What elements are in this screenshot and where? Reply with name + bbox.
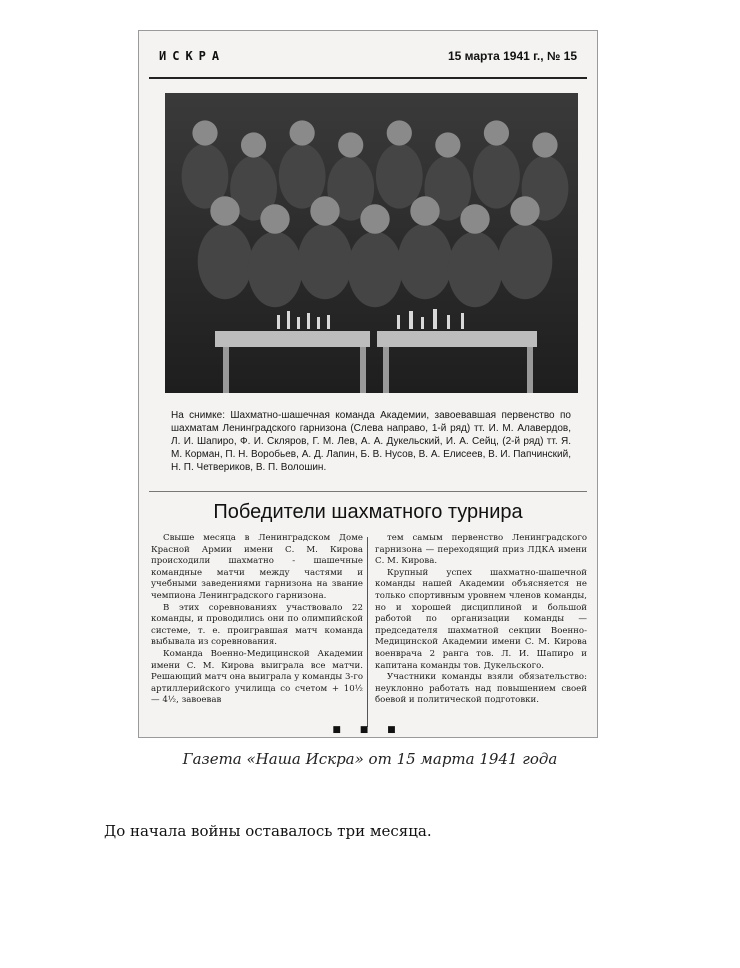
image-caption: Газета «Наша Искра» от 15 марта 1941 года (182, 750, 558, 768)
column-divider (367, 537, 368, 727)
person-head (210, 196, 239, 225)
person-head (241, 132, 266, 157)
masthead (159, 49, 577, 71)
person-head (510, 196, 539, 225)
article-end-marks: ■ ■ ■ (332, 725, 404, 735)
article-paragraph: В этих соревнованиях участвовало 22 команды, и проводились они по олимпийской системе, т. е. проигравшая матч команда выбывала из соревнования. (151, 602, 363, 648)
person-silhouette (348, 232, 403, 308)
person-head (192, 120, 217, 145)
article-paragraph: Крупный успех шахматно-шашечной команды нашей Академии объясняется не только спортивным уровнем членов команды, но и хорошей дисциплиной и большой работой по организации команды — председателя шахматной секции Военно-Медицинской Академии имени С. М. Кирова военврача 2 ранга тов. Л. И. Шапиро и капитана команды тов. Дукельского. (375, 567, 587, 671)
person-silhouette (298, 224, 353, 300)
person-head (310, 196, 339, 225)
article-left-column (151, 533, 363, 707)
person-silhouette (498, 224, 553, 300)
article-paragraph: тем самым первенство Ленинградского гарнизона — переходящий приз ЛДКА имени С. М. Кирова. (375, 533, 587, 567)
person-head (260, 204, 289, 233)
person-silhouette (248, 232, 303, 308)
person-head (460, 204, 489, 233)
person-head (532, 132, 557, 157)
person-silhouette (473, 144, 520, 209)
article-body (147, 533, 589, 728)
person-silhouette (448, 232, 503, 308)
caption-rule (149, 491, 587, 492)
masthead-rule (149, 77, 587, 79)
article-paragraph: Свыше месяца в Ленинградском Доме Красной Армии имени С. М. Кирова происходили шахматно - шашечные командные матчи между частями и учебными заведениями гарнизона на звание чемпиона Ленинградского гарнизона. (151, 533, 363, 601)
person-head (387, 120, 412, 145)
newspaper-name: ИСКРА (159, 49, 226, 63)
photo-caption: На снимке: Шахматно-шашечная команда Академии, завоевавшая первенство по шахматам Ленинградского гарнизона (Слева направо, 1-й ряд) тт. И. М. Алавердов, Л. И. Шапиро, Ф. И. Скляров, Г. М. Лев, А. А. Дукельский, И. А. Сейц, (2-й ряд) тт. Я. М. Корман, П. Н. Воробьев, А. Д. Лапин, Б. В. Нусов, В. А. Елисеев, В. И. Папчинский, Н. П. Четвериков, В. П. Волошин. (171, 410, 571, 473)
person-head (360, 204, 389, 233)
newspaper-clipping (138, 30, 598, 738)
person-head (435, 132, 460, 157)
person-silhouette (376, 144, 423, 209)
person-head (290, 120, 315, 145)
person-silhouette (198, 224, 253, 300)
article-headline: Победители шахматного турнира (213, 501, 523, 523)
person-head (410, 196, 439, 225)
body-paragraph: До начала войны оставалось три месяца. (104, 822, 432, 840)
person-head (338, 132, 363, 157)
team-photo (165, 93, 578, 393)
article-paragraph: Команда Военно-Медицинской Академии имени С. М. Кирова выиграла все матчи. Решающий матч она выиграла у команды 3-го артиллерийского училища со счетом + 10½ — 4½, завоевав (151, 648, 363, 706)
person-head (484, 120, 509, 145)
article-paragraph: Участники команды взяли обязательство: неуклонно работать над повышением своей боевой и политической подготовки. (375, 672, 587, 706)
article-right-column (375, 533, 587, 707)
team-photo-image (165, 93, 578, 393)
issue-date: 15 марта 1941 г., № 15 (447, 49, 577, 63)
person-silhouette (398, 224, 453, 300)
